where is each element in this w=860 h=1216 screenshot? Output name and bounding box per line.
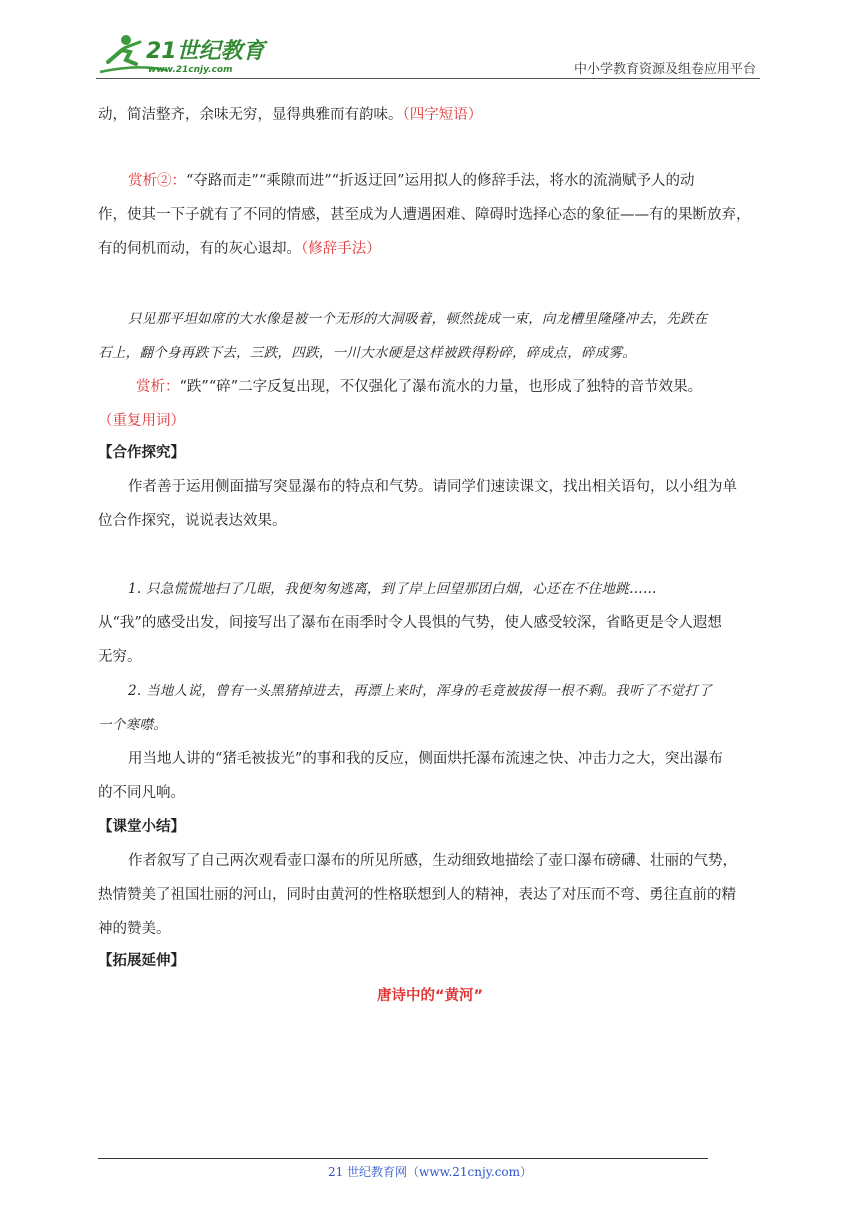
p4-line1: “跌”“碎”二字反复出现，不仅强化了瀑布流水的力量，也形成了独特的音节效果。 [179,379,703,395]
section-heading-extension: 【拓展延伸】 [98,952,185,969]
question-2 [98,674,762,742]
p2-label: 赏析②： [128,173,186,189]
question-1 [98,572,762,606]
header-divider [96,78,760,79]
q2-line1: 2. 当地人说，曾有一头黑猪掉进去，再漂上来时，浑身的毛竟被拔得一根不剩。我听了不觉打了 [128,683,712,699]
p2-line3: 有的伺机而动，有的灰心退却。 [98,241,301,257]
logo-text: 21世纪教育 [146,39,265,64]
p4-tag: （重复用词） [98,413,185,429]
p3-line1: 只见那平坦如席的大水像是被一个无形的大洞吸着，顿然拢成一束，向龙槽里隆隆冲去，先跌在 [128,311,708,327]
a2-line2: 的不同凡响。 [98,785,185,801]
logo-url: www.21cnjy.com [148,65,233,75]
p1-text: 动，简洁整齐，余味无穷，显得典雅而有韵味。 [98,107,403,123]
p5-line1: 作者善于运用侧面描写突显瀑布的特点和气势。请同学们速读课文，找出相关语句，以小组为单 [128,479,737,495]
paragraph-5 [98,470,762,538]
p2-line1: “夺路而走”“乘隙而进”“折返迂回”运用拟人的修辞手法，将水的流淌赋予人的动 [186,173,695,189]
section-heading-cooperative: 【合作探究】 [98,444,185,461]
paragraph-1 [98,98,762,132]
quoted-passage [98,302,762,370]
answer-1 [98,606,762,674]
page-header [96,28,760,80]
footer-link[interactable]: 21 世纪教育网（www.21cnjy.com） [327,1165,533,1179]
section-heading-summary: 【课堂小结】 [98,818,185,835]
p2-line2: 作，使其一下子就有了不同的情感，甚至成为人遭遇困难、障碍时选择心态的象征——有的果断放弃， [98,207,751,223]
logo-graphic [96,28,286,78]
p2-tag: （修辞手法） [301,241,381,257]
paragraph-6 [98,844,762,946]
q1-text: 1. 只急慌慌地扫了几眼，我便匆匆逃离，到了岸上回望那团白烟，心还在不住地跳…… [128,581,657,597]
a1-line1: 从“我”的感受出发，间接写出了瀑布在雨季时令人畏惧的气势，使人感受较深，省略更是令人遐想 [98,615,722,631]
poem-title: 唐诗中的“黄河” [376,988,484,1004]
p6-line2: 热情赞美了祖国壮丽的河山，同时由黄河的性格联想到人的精神，表达了对压而不弯、勇往直前的精 [98,887,736,903]
footer-divider [98,1158,708,1159]
p6-line3: 神的赞美。 [98,921,171,937]
p4-label: 赏析： [136,379,180,395]
p5-line2: 位合作探究，说说表达效果。 [98,513,287,529]
answer-2 [98,742,762,810]
a2-line1: 用当地人讲的“猪毛被拔光”的事和我的反应，侧面烘托瀑布流速之快、冲击力之大，突出瀑布 [128,751,723,767]
q2-line2: 一个寒噤。 [98,717,167,733]
paragraph-2 [98,164,762,266]
paragraph-4 [98,370,762,438]
a1-line2: 无穷。 [98,649,142,665]
p3-line2: 石上，翻个身再跌下去，三跌，四跌，一川大水硬是这样被跌得粉碎，碎成点，碎成雾。 [98,345,637,361]
platform-name: 中小学教育资源及组卷应用平台 [573,62,756,77]
p1-tag: （四字短语） [402,107,483,123]
p6-line1: 作者叙写了自己两次观看壶口瀑布的所见所感，生动细致地描绘了壶口瀑布磅礴、壮丽的气势， [128,853,737,869]
site-logo[interactable] [96,28,286,78]
